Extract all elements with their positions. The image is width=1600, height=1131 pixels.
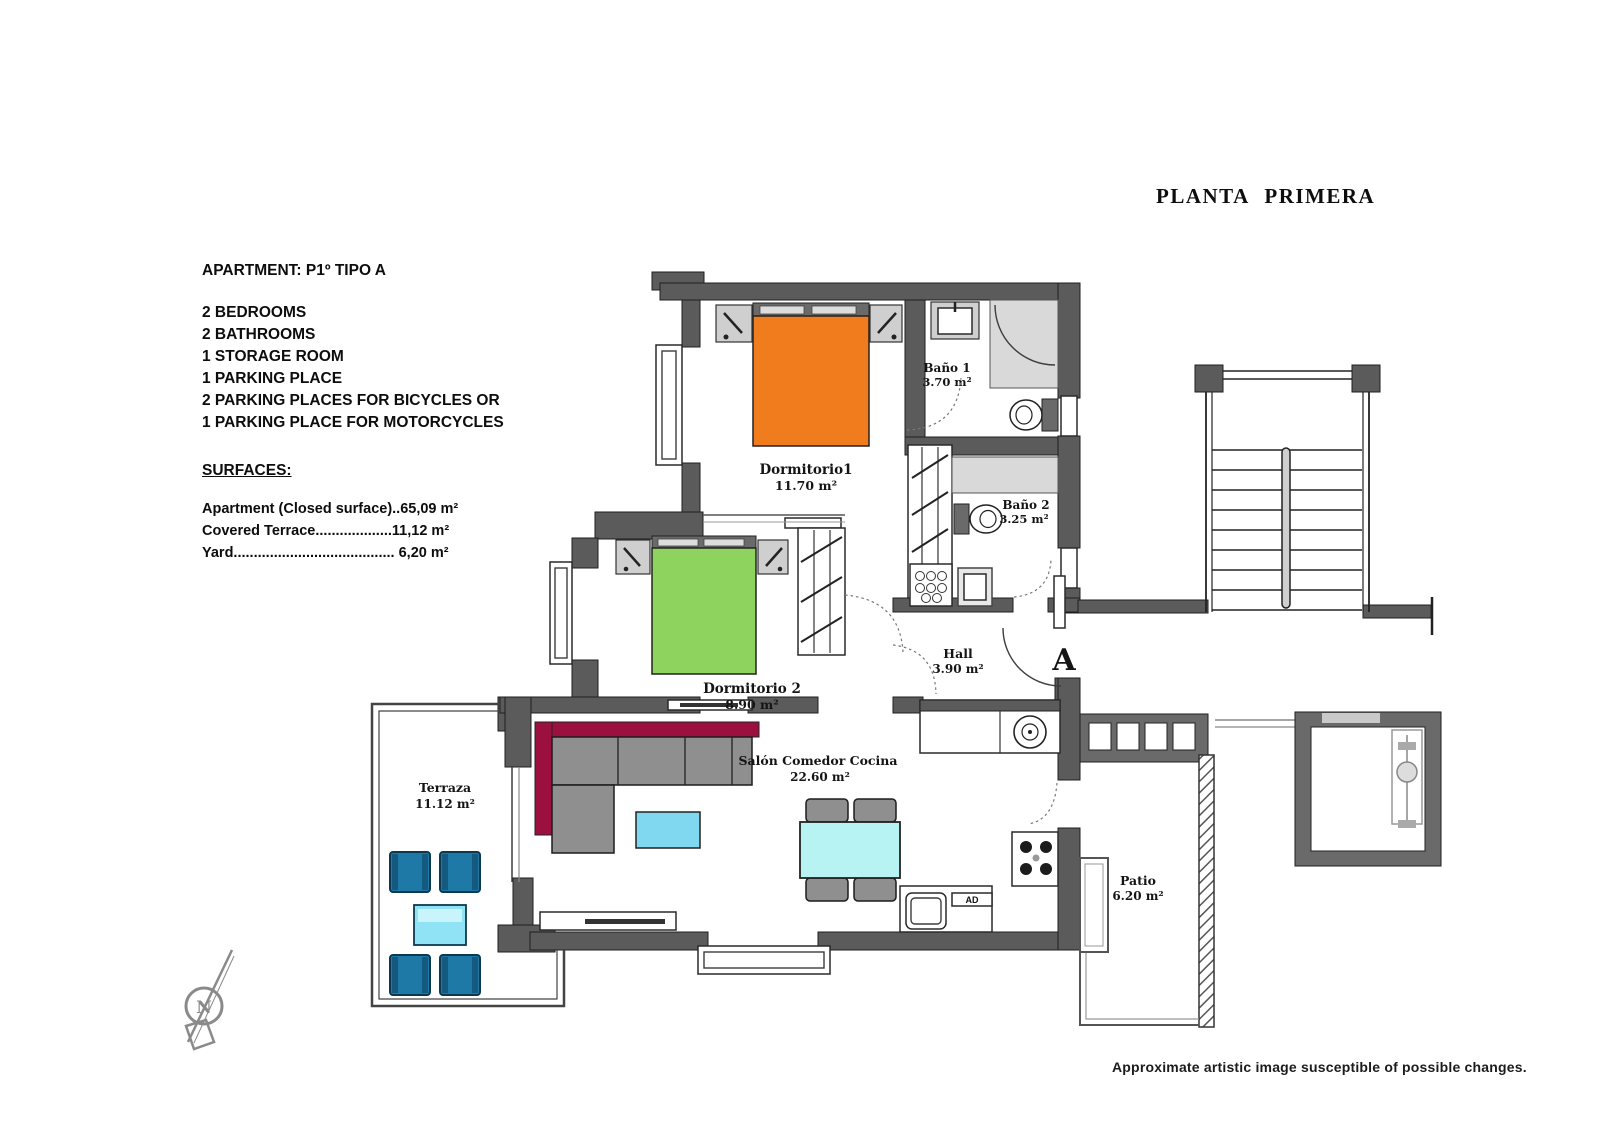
- room-bano2: [952, 457, 1058, 606]
- room-area-hall: 3.90 m²: [932, 662, 984, 676]
- dining-set: [800, 799, 900, 901]
- cooktop: [1012, 832, 1058, 886]
- feature-line: 2 PARKING PLACES FOR BICYCLES OR: [202, 392, 500, 409]
- room-area-dormitorio2: 8.90 m²: [725, 697, 779, 712]
- terrace-chair: [440, 955, 480, 995]
- feature-line: 1 PARKING PLACE: [202, 370, 343, 387]
- terrace-chair: [390, 955, 430, 995]
- coffee-table: [636, 812, 700, 848]
- nightstand: [870, 305, 902, 342]
- disclaimer-text: Approximate artistic image susceptible of possible changes.: [1112, 1059, 1527, 1075]
- appliance-label: AD: [965, 895, 979, 905]
- room-label-salon: Salón Comedor Cocina: [738, 753, 898, 768]
- room-label-patio: Patio: [1119, 873, 1157, 888]
- surface-line: Yard........................................ 6,20 m²: [202, 545, 449, 561]
- compass-icon: [186, 950, 234, 1049]
- room-label-bano1: Baño 1: [923, 361, 971, 375]
- room-patio: [1080, 714, 1214, 1027]
- room-label-terraza: Terraza: [418, 780, 472, 795]
- shower-tray: [910, 564, 952, 606]
- wardrobe: [798, 528, 845, 655]
- toilet: [1010, 399, 1058, 431]
- room-salon: [512, 700, 1060, 932]
- bed-double: [652, 548, 756, 674]
- shower: [952, 457, 1058, 493]
- compass-north-label: N: [196, 998, 212, 1018]
- surfaces-heading: SURFACES:: [202, 462, 292, 479]
- nightstand: [616, 540, 650, 574]
- shower: [990, 300, 1058, 388]
- feature-line: 2 BATHROOMS: [202, 326, 316, 343]
- room-area-dormitorio1: 11.70 m²: [774, 478, 838, 493]
- sink: [958, 568, 992, 606]
- room-label-dormitorio2: Dormitorio 2: [703, 681, 801, 697]
- sink: [931, 302, 979, 339]
- elevator: [1215, 712, 1441, 866]
- surface-line: Covered Terrace...................11,12 m²: [202, 523, 450, 539]
- hatched-wall: [1199, 755, 1214, 1027]
- room-label-bano2: Baño 2: [1002, 498, 1050, 512]
- apartment-heading: APARTMENT: P1º TIPO A: [202, 262, 386, 279]
- patio-railing: [1080, 714, 1208, 762]
- room-label-dormitorio1: Dormitorio1: [759, 462, 853, 478]
- room-bano1: [922, 300, 1058, 431]
- terrace-chair: [440, 852, 480, 892]
- kitchen-counter: [920, 700, 1060, 753]
- room-area-salon: 22.60 m²: [790, 770, 850, 784]
- stair-rail: [1282, 448, 1290, 608]
- terrace-table: [414, 905, 466, 945]
- stairwell: [1195, 365, 1380, 612]
- nightstand: [716, 305, 752, 342]
- kitchen-sink-unit: [900, 886, 992, 932]
- feature-line: 1 PARKING PLACE FOR MOTORCYCLES: [202, 414, 504, 431]
- closet: [908, 445, 952, 606]
- nightstand: [758, 540, 788, 574]
- room-dormitorio2: [616, 515, 845, 712]
- dining-table: [800, 822, 900, 878]
- room-area-patio: 6.20 m²: [1112, 889, 1164, 903]
- feature-line: 1 STORAGE ROOM: [202, 348, 344, 365]
- page-title: PLANTA PRIMERA: [1156, 184, 1376, 208]
- storage-unit: [1080, 858, 1108, 952]
- entrance-label: A: [1052, 643, 1076, 678]
- room-area-bano2: 3.25 m²: [999, 512, 1049, 526]
- toilet: [954, 504, 1002, 534]
- room-dormitorio1: [716, 303, 902, 493]
- room-area-terraza: 11.12 m²: [415, 797, 475, 811]
- room-area-bano1: 3.70 m²: [922, 375, 972, 389]
- feature-line: 2 BEDROOMS: [202, 304, 307, 321]
- room-label-hall: Hall: [943, 646, 973, 661]
- terrace-chair: [390, 852, 430, 892]
- bed-double: [753, 316, 869, 446]
- surface-line: Apartment (Closed surface)..65,09 m²: [202, 501, 459, 517]
